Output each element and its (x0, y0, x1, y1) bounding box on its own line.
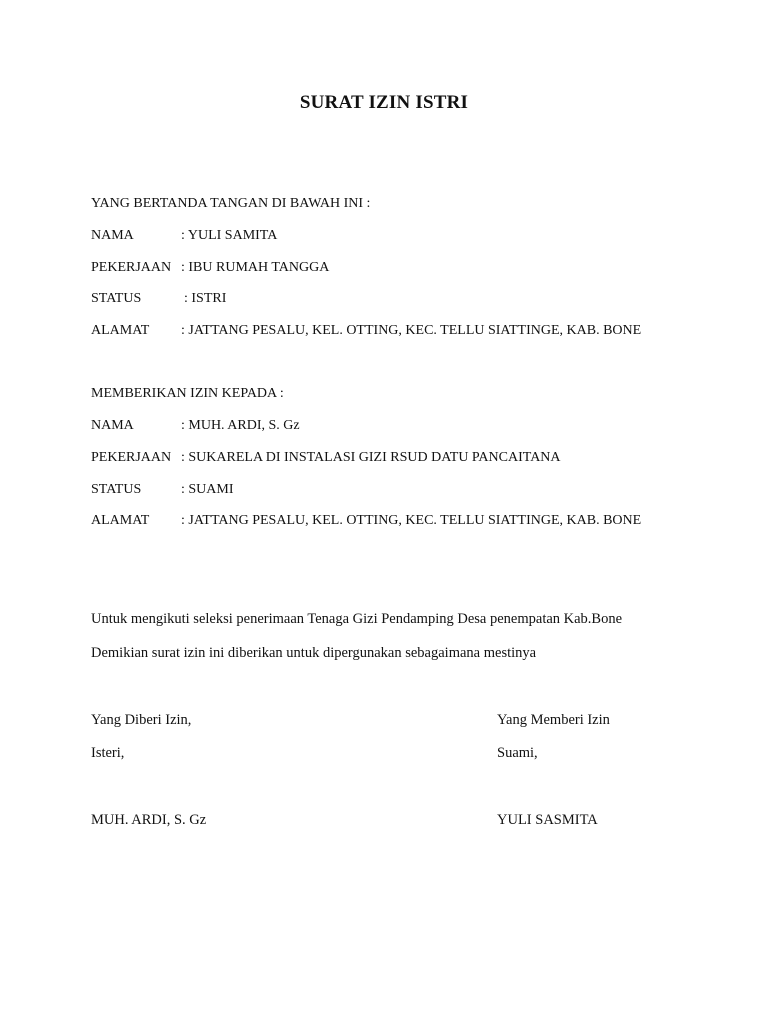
receiver-job-label: PEKERJAAN (91, 450, 172, 465)
giver-status-value: : ISTRI (184, 291, 227, 306)
letter-title: SURAT IZIN ISTRI (299, 92, 469, 113)
signature-left-name: MUH. ARDI, S. Gz (91, 812, 207, 828)
signature-right-heading: Yang Memberi Izin (497, 712, 610, 728)
giver-status-label: STATUS (91, 291, 142, 306)
receiver-status-label: STATUS (91, 482, 142, 497)
receiver-address-label: ALAMAT (91, 513, 150, 528)
giver-job-label: PEKERJAAN (91, 260, 172, 275)
receiver-name-label: NAMA (91, 418, 134, 433)
giver-name-value: : YULI SAMITA (181, 228, 278, 243)
intro-line: YANG BERTANDA TANGAN DI BAWAH INI : (91, 196, 371, 211)
signature-left-heading: Yang Diberi Izin, (91, 712, 192, 728)
giver-job-value: : IBU RUMAH TANGGA (181, 260, 330, 275)
grant-intro-line: MEMBERIKAN IZIN KEPADA : (91, 386, 284, 401)
giver-address-label: ALAMAT (91, 323, 150, 338)
closing-paragraph: Demikian surat izin ini diberikan untuk dipergunakan sebagaimana mestinya (91, 645, 537, 661)
receiver-job-value: : SUKARELA DI INSTALASI GIZI RSUD DATU PANCAITANA (181, 450, 561, 465)
receiver-address-value: : JATTANG PESALU, KEL. OTTING, KEC. TELLU SIATTINGE, KAB. BONE (181, 513, 642, 528)
giver-name-label: NAMA (91, 228, 134, 243)
giver-address-value: : JATTANG PESALU, KEL. OTTING, KEC. TELLU SIATTINGE, KAB. BONE (181, 323, 642, 338)
signature-left-role: Isteri, (91, 745, 125, 761)
receiver-name-value: : MUH. ARDI, S. Gz (181, 418, 300, 433)
receiver-status-value: : SUAMI (181, 482, 234, 497)
signature-right-role: Suami, (497, 745, 538, 761)
purpose-paragraph: Untuk mengikuti seleksi penerimaan Tenaga Gizi Pendamping Desa penempatan Kab.Bone (91, 611, 623, 627)
signature-right-name: YULI SASMITA (497, 812, 598, 828)
